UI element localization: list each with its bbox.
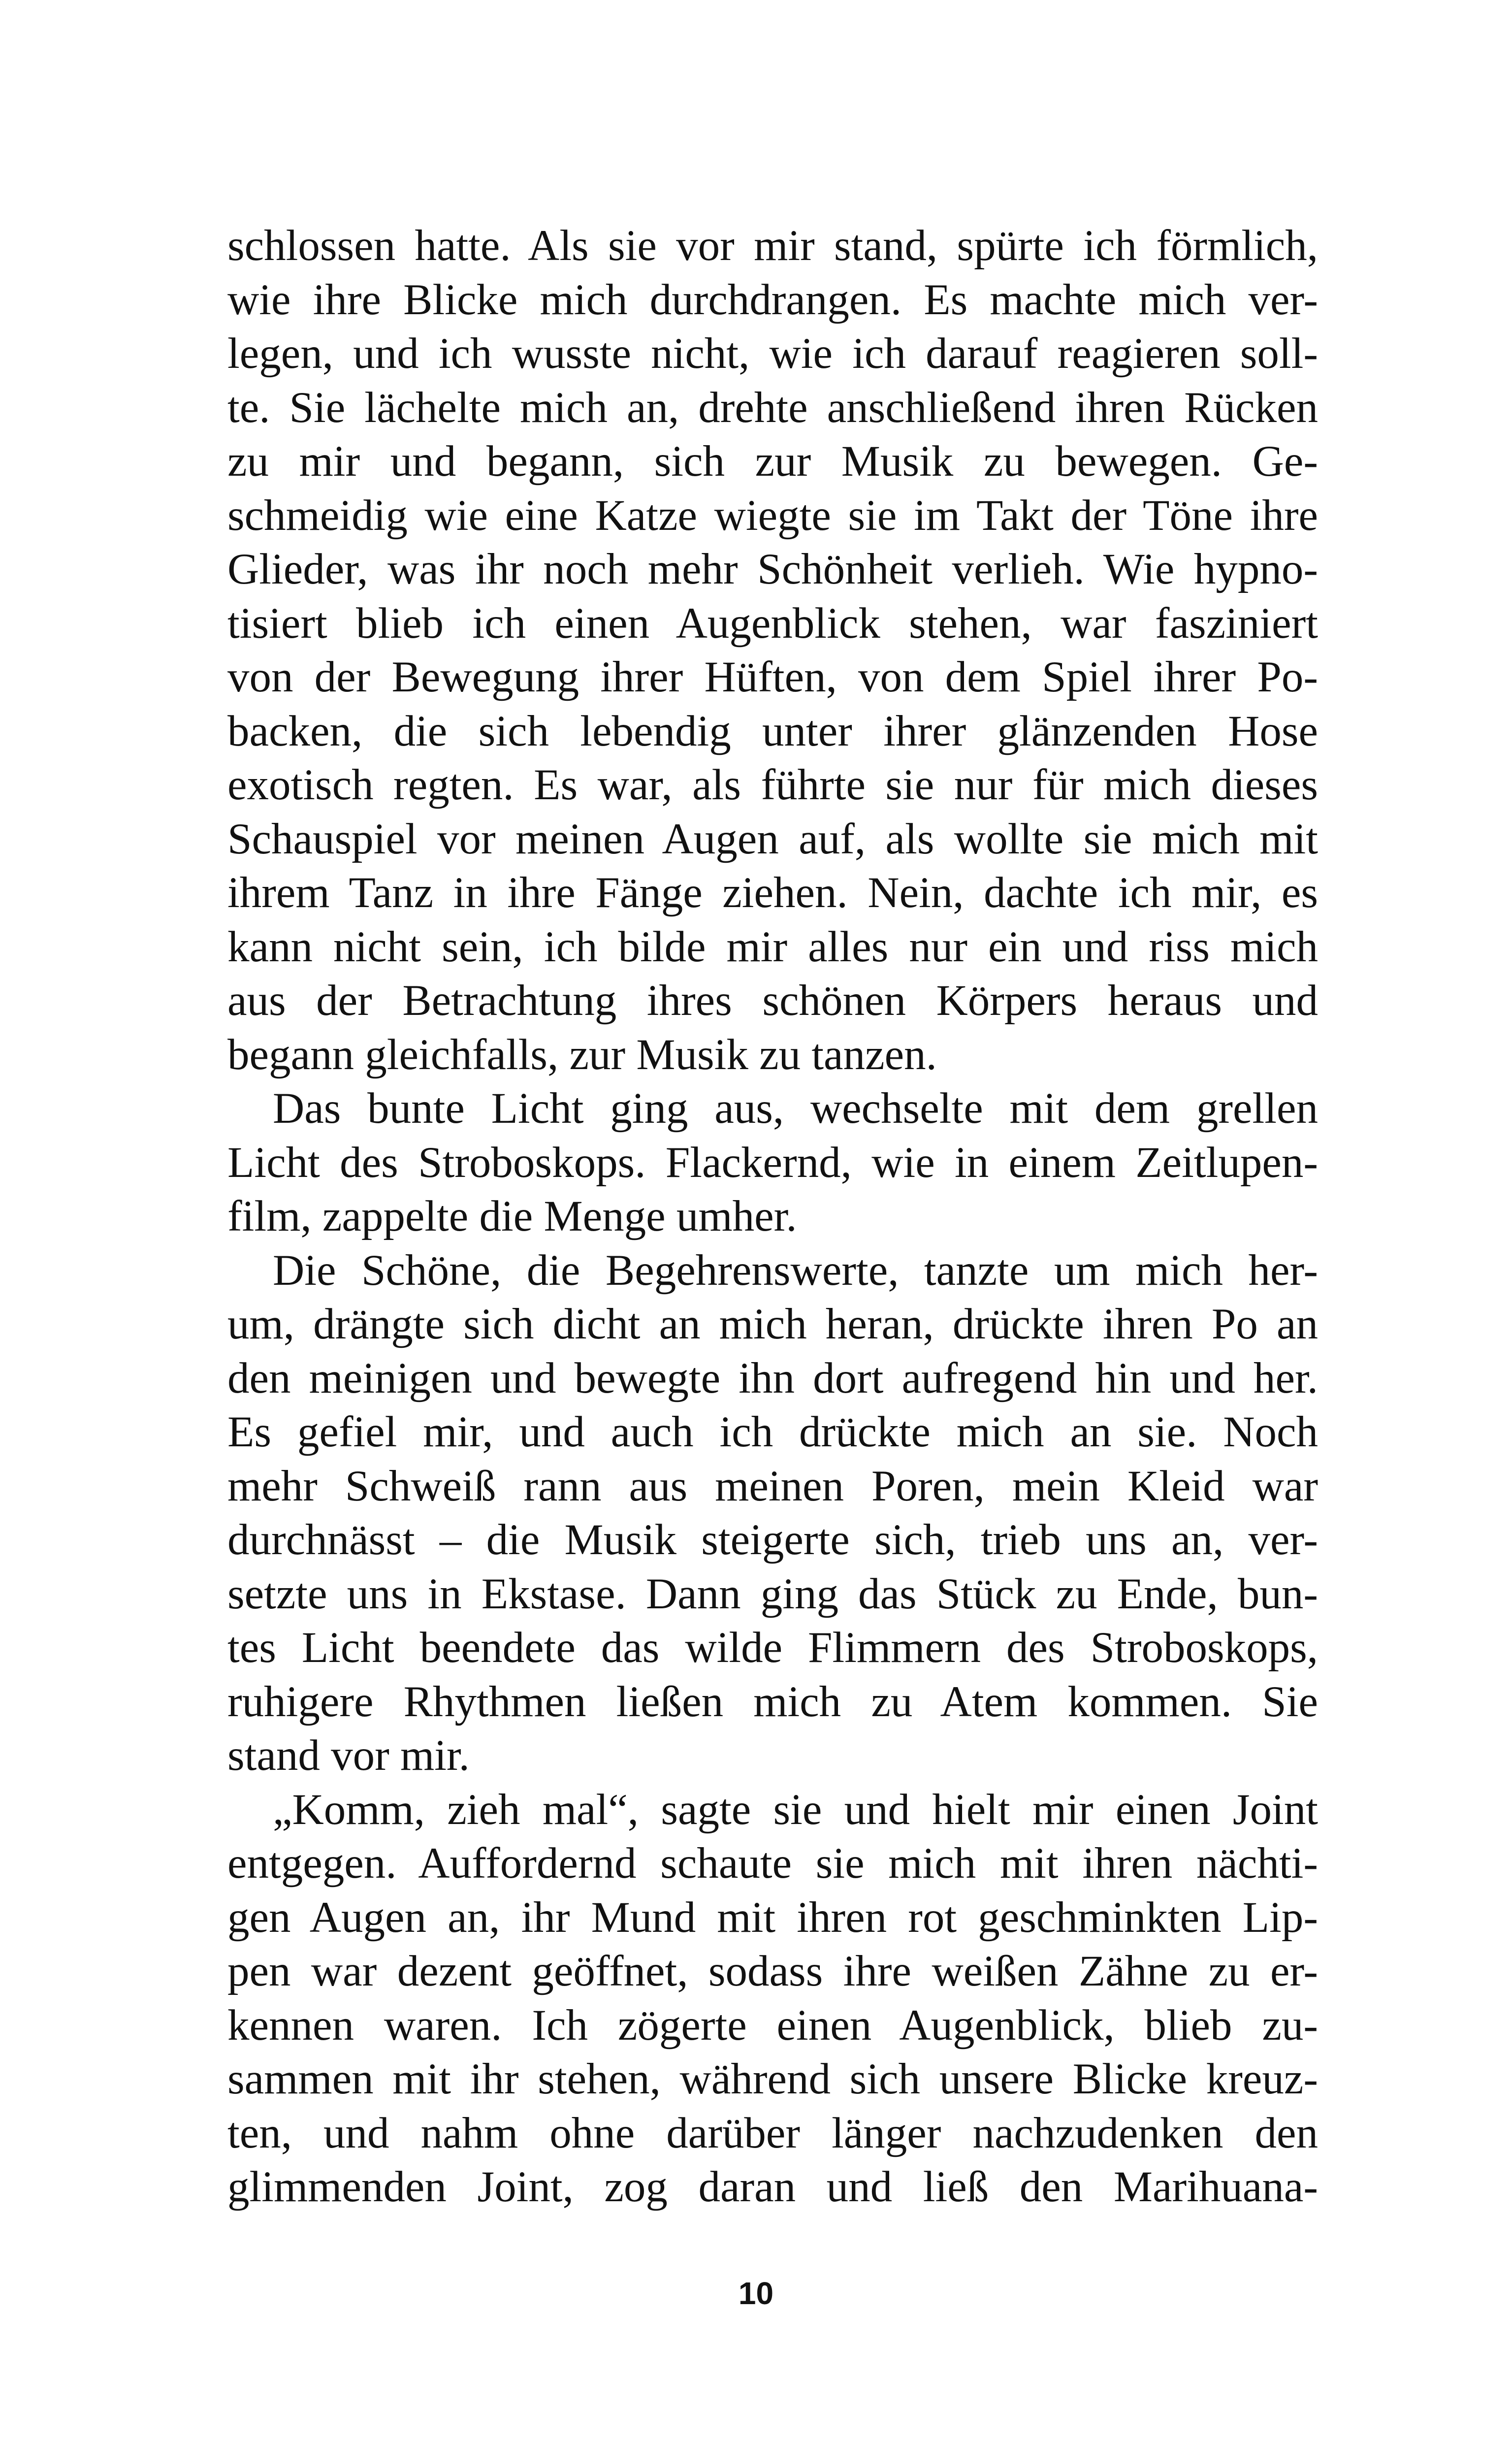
text-line: „Komm, zieh mal“, sagte sie und hielt mir einen Joint bbox=[273, 1785, 1318, 1834]
page-number: 10 bbox=[738, 2276, 774, 2311]
text-line: exotisch regten. Es war, als führte sie nur für mich dieses bbox=[227, 761, 1318, 809]
text-line: um, drängte sich dicht an mich heran, drückte ihren Po an bbox=[227, 1300, 1318, 1348]
text-line: schmeidig wie eine Katze wiegte sie im Takt der Töne ihre bbox=[227, 491, 1318, 540]
text-line: backen, die sich lebendig unter ihrer glänzenden Hose bbox=[227, 707, 1318, 755]
text-line: pen war dezent geöffnet, sodass ihre weißen Zähne zu er- bbox=[227, 1947, 1318, 1995]
text-line: von der Bewegung ihrer Hüften, von dem Spiel ihrer Po- bbox=[227, 653, 1318, 701]
text-line: durchnässt – die Musik steigerte sich, trieb uns an, ver- bbox=[227, 1516, 1318, 1564]
body-text bbox=[227, 219, 1318, 2215]
text-line: gen Augen an, ihr Mund mit ihren rot geschminkten Lip- bbox=[227, 1893, 1318, 1942]
text-line: aus der Betrachtung ihres schönen Körpers heraus und bbox=[227, 977, 1318, 1025]
text-line: tes Licht beendete das wilde Flimmern des Stroboskops, bbox=[227, 1624, 1318, 1672]
text-line: Es gefiel mir, und auch ich drückte mich an sie. Noch bbox=[227, 1408, 1318, 1456]
text-line: den meinigen und bewegte ihn dort aufregend hin und her. bbox=[227, 1354, 1318, 1402]
text-line: tisiert blieb ich einen Augenblick stehen, war fasziniert bbox=[227, 599, 1318, 648]
text-line: Licht des Stroboskops. Flackernd, wie in einem Zeitlupen- bbox=[227, 1138, 1318, 1187]
text-line: kennen waren. Ich zögerte einen Augenblick, blieb zu- bbox=[227, 2001, 1318, 2050]
text-line: stand vor mir. bbox=[227, 1731, 470, 1780]
text-line: Das bunte Licht ging aus, wechselte mit dem grellen bbox=[273, 1084, 1318, 1133]
text-line: te. Sie lächelte mich an, drehte anschließend ihren Rücken bbox=[227, 383, 1318, 432]
text-line: ruhigere Rhythmen ließen mich zu Atem kommen. Sie bbox=[227, 1677, 1318, 1726]
text-line: setzte uns in Ekstase. Dann ging das Stück zu Ende, bun- bbox=[227, 1569, 1318, 1618]
text-line: ihrem Tanz in ihre Fänge ziehen. Nein, dachte ich mir, es bbox=[227, 869, 1318, 917]
text-line: begann gleichfalls, zur Musik zu tanzen. bbox=[227, 1030, 937, 1079]
text-line: Schauspiel vor meinen Augen auf, als wollte sie mich mit bbox=[227, 814, 1318, 863]
text-line: mehr Schweiß rann aus meinen Poren, mein Kleid war bbox=[227, 1462, 1318, 1510]
text-line: ten, und nahm ohne darüber länger nachzudenken den bbox=[227, 2109, 1318, 2157]
text-line: kann nicht sein, ich bilde mir alles nur ein und riss mich bbox=[227, 922, 1318, 971]
text-line: film, zappelte die Menge umher. bbox=[227, 1192, 797, 1240]
text-line: sammen mit ihr stehen, während sich unsere Blicke kreuz- bbox=[227, 2055, 1318, 2103]
text-line: zu mir und begann, sich zur Musik zu bewegen. Ge- bbox=[227, 437, 1318, 486]
text-line: Die Schöne, die Begehrenswerte, tanzte um mich her- bbox=[273, 1246, 1318, 1295]
text-line: schlossen hatte. Als sie vor mir stand, spürte ich förmlich, bbox=[227, 222, 1318, 270]
text-line: Glieder, was ihr noch mehr Schönheit verlieh. Wie hypno- bbox=[227, 545, 1318, 593]
text-line: wie ihre Blicke mich durchdrangen. Es machte mich ver- bbox=[227, 275, 1318, 324]
text-line: glimmenden Joint, zog daran und ließ den Marihuana- bbox=[227, 2163, 1318, 2211]
text-line: legen, und ich wusste nicht, wie ich darauf reagieren soll- bbox=[227, 329, 1318, 378]
text-line: entgegen. Auffordernd schaute sie mich mit ihren nächti- bbox=[227, 1839, 1318, 1888]
